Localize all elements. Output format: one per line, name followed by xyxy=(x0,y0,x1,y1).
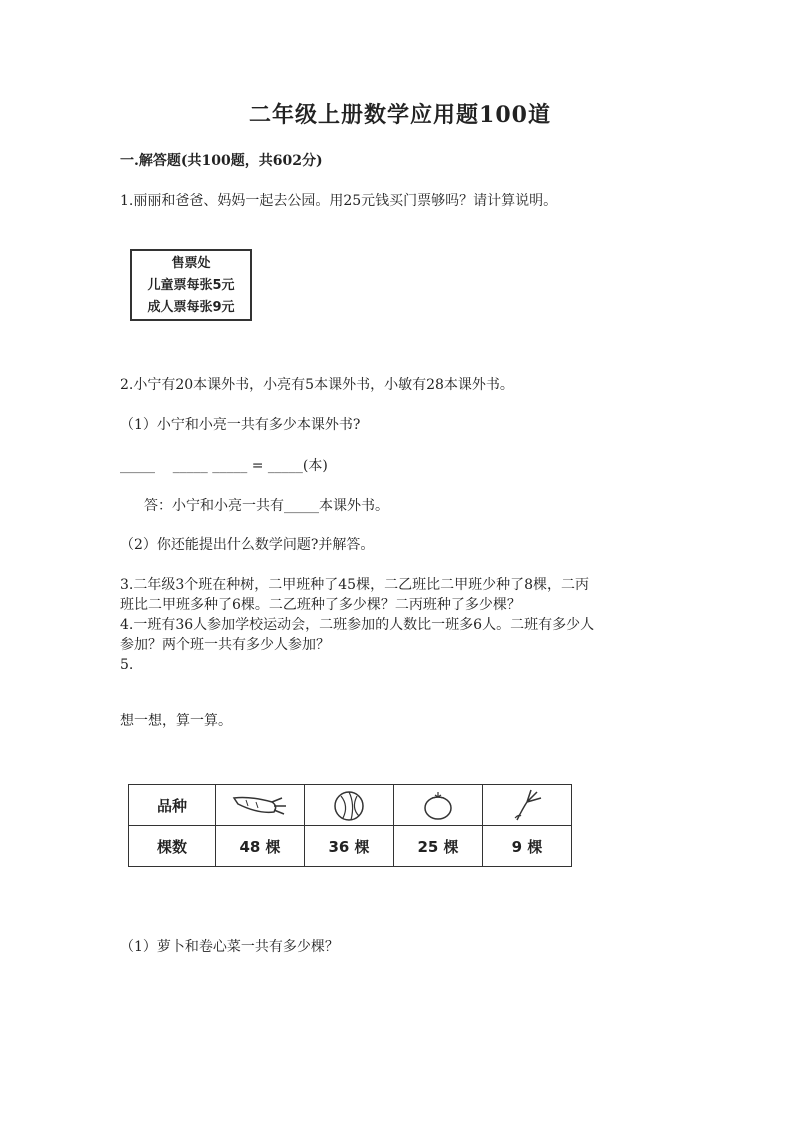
ticket-title: 售票处 xyxy=(171,256,211,271)
question-2-sub-2: （2）你还能提出什么数学问题?并解答。 xyxy=(120,537,375,553)
question-2-text: 2.小宁有20本课外书，小亮有5本课外书，小敏有28本课外书。 xyxy=(120,377,514,393)
question-2-answer: 答：小宁和小亮一共有_____本课外书。 xyxy=(144,498,389,514)
ticket-adult-price: 成人票每张9元 xyxy=(147,300,235,315)
scallion-count: 9 棵 xyxy=(483,826,572,867)
table-header-variety: 品种 xyxy=(129,785,216,826)
question-2-sub-1: （1）小宁和小亮一共有多少本课外书? xyxy=(120,417,361,433)
question-5-sub-1: （1）萝卜和卷心菜一共有多少棵？ xyxy=(120,939,339,955)
question-1-text: 1.丽丽和爸爸、妈妈一起去公园。用25元钱买门票够吗？请计算说明。 xyxy=(120,193,558,209)
carrot-count: 48 棵 xyxy=(216,826,305,867)
question-3-line-1: 3.二年级3个班在种树，二甲班种了45棵，二乙班比二甲班少种了8棵，二丙 xyxy=(120,577,589,593)
scallion-cell xyxy=(483,785,572,826)
scallion-icon xyxy=(507,788,547,822)
question-5-number: 5. xyxy=(120,657,134,673)
tomato-icon xyxy=(418,788,458,822)
ticket-child-price: 儿童票每张5元 xyxy=(147,278,235,293)
cabbage-cell xyxy=(305,785,394,826)
table-row xyxy=(129,785,572,826)
ticket-office-sign xyxy=(130,249,252,321)
question-3-line-2: 班比二甲班多种了6棵。二乙班种了多少棵？二丙班种了多少棵？ xyxy=(120,597,521,613)
question-2-equation: _____ _____ _____ = _____(本) xyxy=(120,458,328,474)
page-title: 二年级上册数学应用题100道 xyxy=(249,102,551,128)
tomato-cell xyxy=(394,785,483,826)
carrot-cell xyxy=(216,785,305,826)
section-heading: 一.解答题(共100题，共602分) xyxy=(120,153,323,169)
question-4-line-2: 参加？两个班一共有多少人参加？ xyxy=(120,637,330,653)
cabbage-icon xyxy=(329,788,369,822)
carrot-icon xyxy=(230,790,290,820)
cabbage-count: 36 棵 xyxy=(305,826,394,867)
question-5-prompt: 想一想，算一算。 xyxy=(120,713,232,729)
tomato-count: 25 棵 xyxy=(394,826,483,867)
table-row xyxy=(129,826,572,867)
vegetable-table xyxy=(128,784,572,867)
question-4-line-1: 4.一班有36人参加学校运动会，二班参加的人数比一班多6人。二班有多少人 xyxy=(120,617,595,633)
table-header-count: 棵数 xyxy=(129,826,216,867)
